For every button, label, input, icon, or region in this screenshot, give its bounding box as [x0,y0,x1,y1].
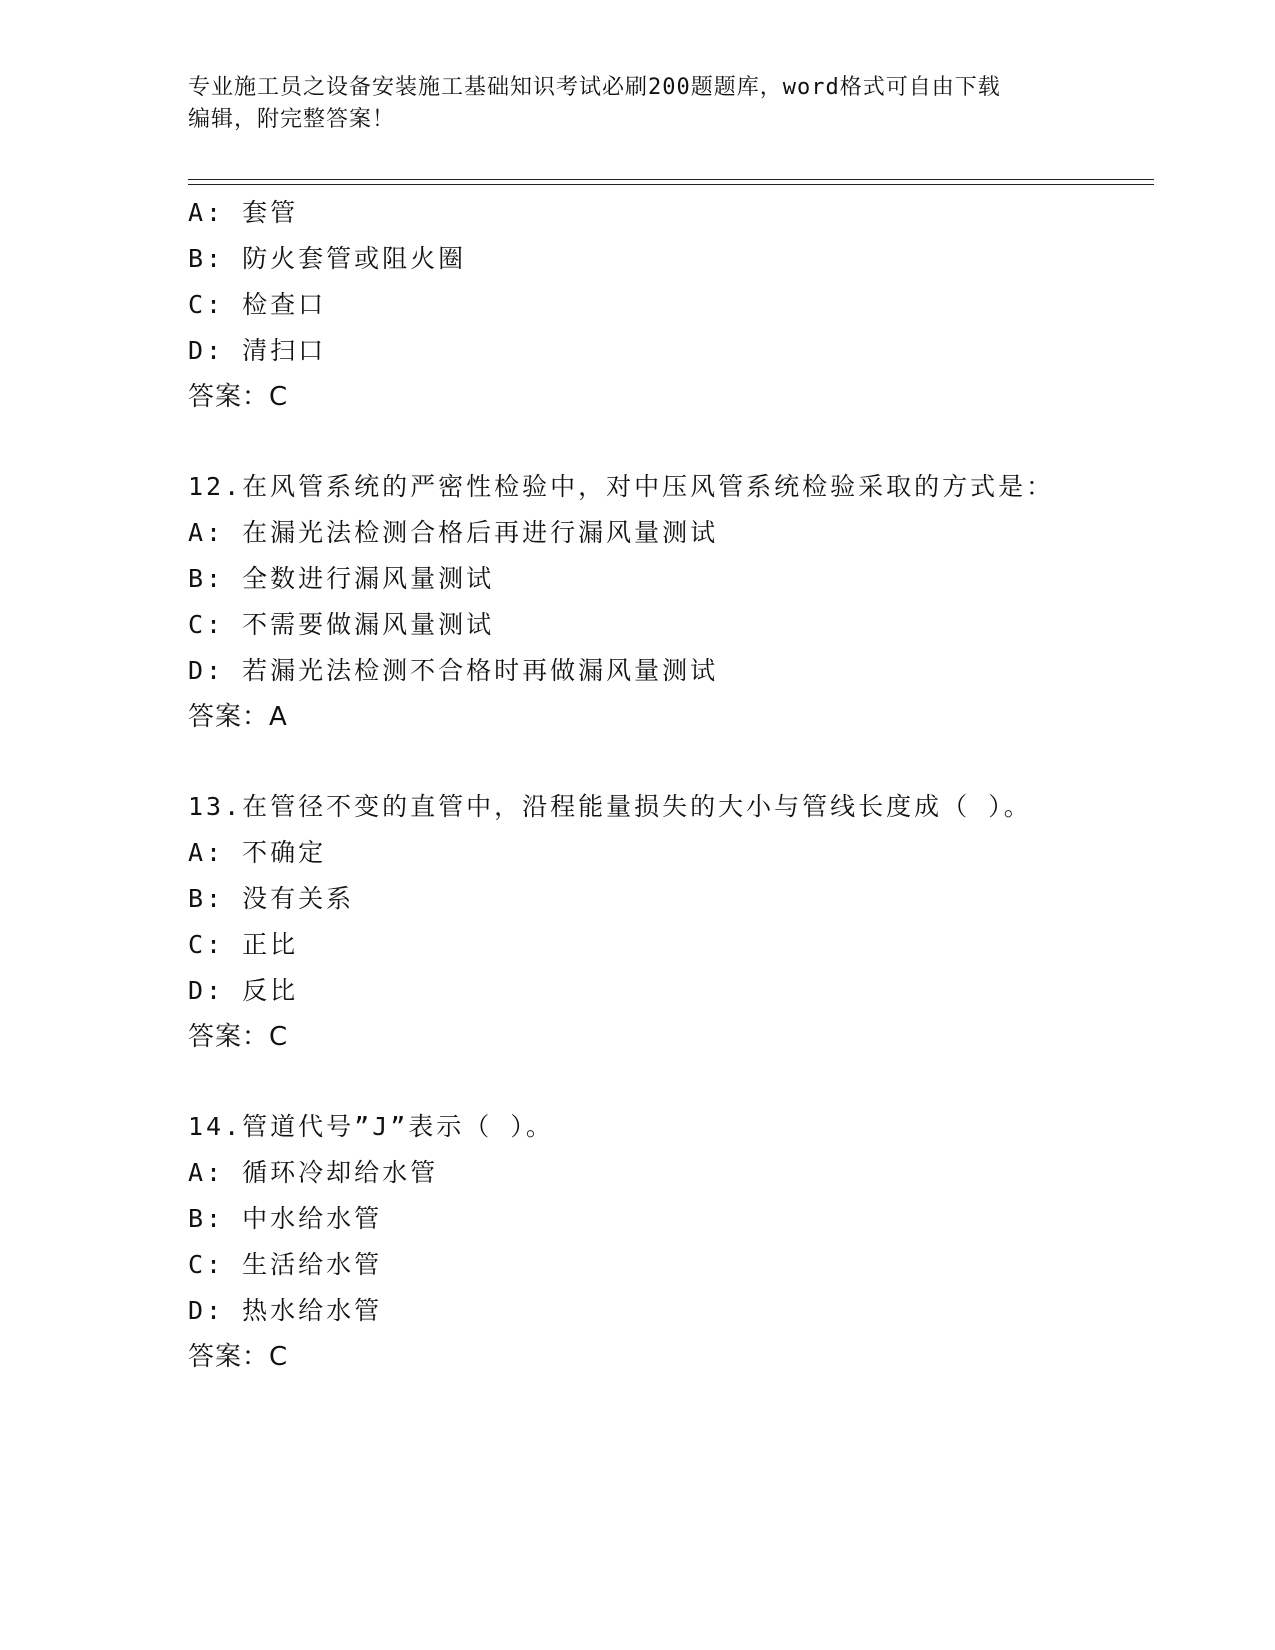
option-a: A: 套管 [188,198,299,227]
option-d: D: 反比 [188,976,299,1005]
answer: 答案：C [188,1342,289,1372]
option-c: C: 正比 [188,930,299,959]
answer: 答案：A [188,702,288,732]
header-title-line1: 专业施工员之设备安装施工基础知识考试必刷200题题库，word格式可自由下载 [188,75,1001,100]
option-a: A: 不确定 [188,838,327,867]
question-text: 12.在风管系统的严密性检验中，对中压风管系统检验采取的方式是： [188,472,1055,501]
option-b: B: 全数进行漏风量测试 [188,564,495,593]
header-title-line2: 编辑，附完整答案！ [188,107,396,132]
option-c: C: 检查口 [188,290,327,319]
option-d: D: 清扫口 [188,336,327,365]
question-text: 14.管道代号”J”表示（ ）。 [188,1112,554,1141]
option-a: A: 在漏光法检测合格后再进行漏风量测试 [188,518,719,547]
option-d: D: 若漏光法检测不合格时再做漏风量测试 [188,656,719,685]
option-a: A: 循环冷却给水管 [188,1158,439,1187]
document-header [188,72,1068,136]
answer: 答案：C [188,1022,289,1052]
question-text: 13.在管径不变的直管中，沿程能量损失的大小与管线长度成（ ）。 [188,792,1032,821]
header-divider-top [188,179,1154,180]
question-14 [188,1104,1148,1380]
question-11 [188,190,1148,420]
question-13 [188,784,1148,1060]
option-b: B: 防火套管或阻火圈 [188,244,467,273]
option-b: B: 没有关系 [188,884,355,913]
option-c: C: 不需要做漏风量测试 [188,610,495,639]
option-d: D: 热水给水管 [188,1296,383,1325]
option-c: C: 生活给水管 [188,1250,383,1279]
option-b: B: 中水给水管 [188,1204,383,1233]
question-12 [188,464,1148,740]
question-list [188,190,1148,1380]
answer: 答案：C [188,382,289,412]
header-divider-bottom [188,184,1154,185]
